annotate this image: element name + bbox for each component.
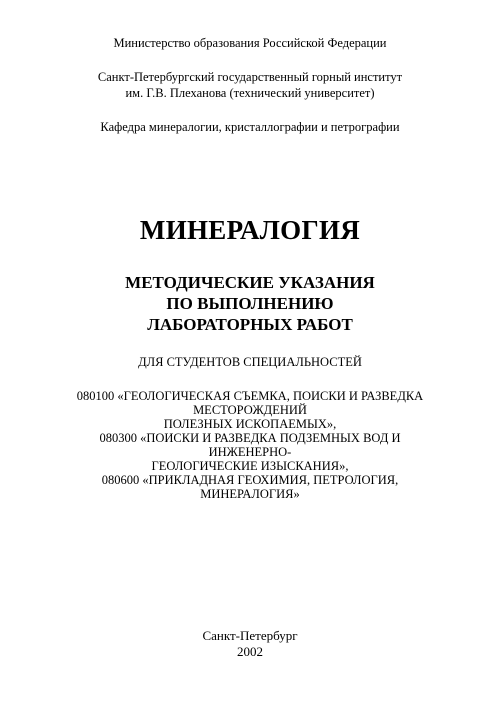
specialty-line-2: МЕСТОРОЖДЕНИЙ	[193, 403, 307, 417]
document-title: МИНЕРАЛОГИЯ	[139, 215, 361, 245]
subtitle-line-1: МЕТОДИЧЕСКИЕ УКАЗАНИЯ	[125, 273, 375, 292]
specialty-line-1: 080100 «ГЕОЛОГИЧЕСКАЯ СЪЕМКА, ПОИСКИ И РАЗВЕДКА	[76, 389, 424, 403]
specialty-line-3: ПОЛЕЗНЫХ ИСКОПАЕМЫХ»,	[163, 417, 337, 431]
footer-city: Санкт-Петербург	[202, 628, 298, 643]
subtitle-line-3: ЛАБОРАТОРНЫХ РАБОТ	[147, 315, 353, 334]
subtitle-line-2: ПО ВЫПОЛНЕНИЮ	[166, 294, 334, 313]
specialty-line-5: ИНЖЕНЕРНО-	[208, 445, 292, 459]
institute-line-2: им. Г.В. Плеханова (технический университет)	[125, 86, 375, 100]
department-line: Кафедра минералогии, кристаллографии и петрографии	[100, 120, 400, 134]
specialty-line-6: ГЕОЛОГИЧЕСКИЕ ИЗЫСКАНИЯ»,	[151, 459, 349, 473]
footer-year: 2002	[237, 644, 263, 659]
institute-line-1: Санкт-Петербургский государственный горный институт	[97, 70, 403, 84]
audience-line: ДЛЯ СТУДЕНТОВ СПЕЦИАЛЬНОСТЕЙ	[138, 355, 362, 369]
specialty-line-7: 080600 «ПРИКЛАДНАЯ ГЕОХИМИЯ, ПЕТРОЛОГИЯ,	[101, 473, 399, 487]
ministry-line: Министерство образования Российской Федерации	[113, 36, 387, 50]
specialty-line-4: 080300 «ПОИСКИ И РАЗВЕДКА ПОДЗЕМНЫХ ВОД И	[99, 431, 401, 445]
specialty-line-8: МИНЕРАЛОГИЯ»	[200, 487, 300, 501]
